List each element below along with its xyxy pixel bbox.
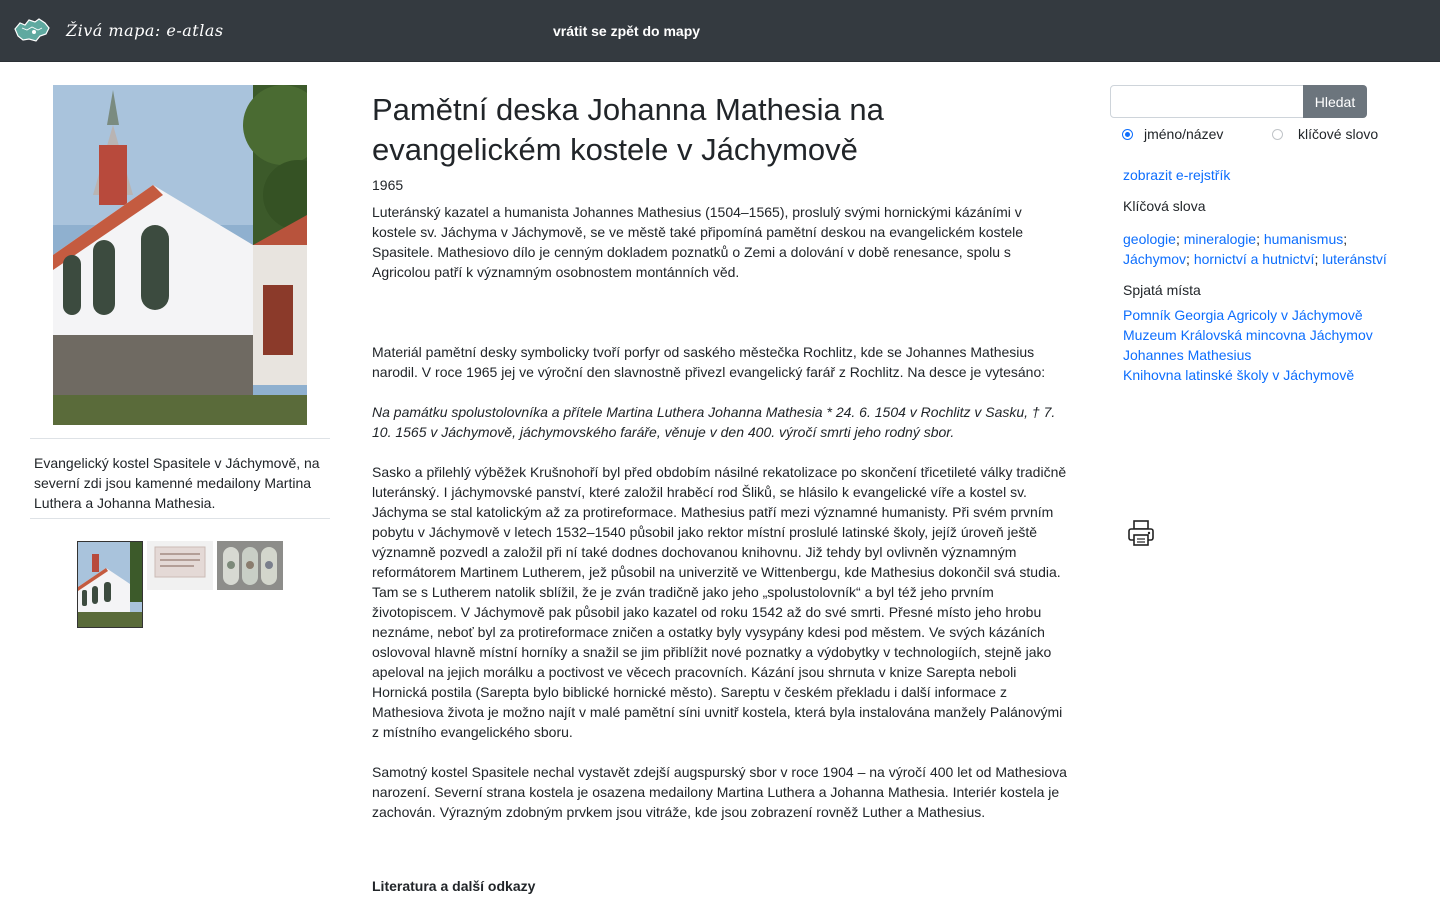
search-button[interactable]: Hledat [1303, 85, 1367, 118]
photo-caption: Evangelický kostel Spasitele v Jáchymově, na severní zdi jsou kamenné medailony Martina Luthera a Johanna Mathesia. [34, 455, 320, 511]
related-place-link[interactable]: Johannes Mathesius [1123, 347, 1252, 363]
radio-keyword-option[interactable] [1272, 126, 1378, 142]
keyword-link[interactable]: hornictví a hutnictví [1193, 251, 1315, 267]
article-body [372, 202, 1067, 842]
keywords-list: geologie; mineralogie; humanismus; Jáchymov; hornictví a hutnictví; luteránství [1123, 231, 1387, 267]
atlas-logo-icon [12, 15, 52, 45]
article-paragraph-church: Samotný kostel Spasitele nechal vystavět zdejší augspurský sbor v roce 1904 – na výročí 400 let od Mathesiova narození. Severní strana kostela je osazena medailony Martina Luthera a Johanna Mathesia. Interiér kostela je zachován. Výrazným zdobným prvkem jsou vitráže, kde jsou zobrazení rovněž Luther a Mathesius. [372, 764, 1067, 820]
keyword-link[interactable]: humanismus [1263, 231, 1344, 247]
article-paragraph-history: Sasko a přilehlý výběžek Krušnohoří byl před obdobím násilné rekatolizace po skončení třicetileté války tradičně luteránský. I jáchymovské panství, které založil hraběcí rod Šliků, se hlásilo k evangelické víře a kostel sv. Jáchyma se stal katolickým až za protireformace. Mathesius patří mezi významné humanisty. Při svém prvním pobytu v Jáchymově v letech 1532–1540 působil jako rektor místní proslulé latinské školy, jejíž úroveň ještě významně pozvedl a založil při ní také dodnes dochovanou knihovnu. Již tehdy byl ovlivněn významným reformátorem Martinem Lutherem, jež působil na univerzitě ve Wittenbergu, kde Mathesius dokončil svá studia. Tam se s Lutherem natolik sblížil, že je zván tradičně jako jeho „spolustolovník“ a byl též jeho prvním životopiscem. V Jáchymově pak působil jako kazatel od roku 1542 až do své smrti. Přesné místo jeho hrobu neznáme, neboť byl za protireformace zničen a ostatky byly vysypány kdesi pod městem. Ve svých kázáních oslovoval hlavně místní horníky a snažil se jim přiblížit nové poznatky a výdobytky v technologiích, stejně jako apeloval na jejich morálku a poctivost ve věcech pracovních. Kázání jsou shrnuta v knize Sarepta neboli Hornická postila (Sarepta bylo biblické hornické město). Sareptu v českém překladu i další informace z Mathesiova života je možno najít v malé pamětní síni uvnitř kostela, která byla instalována manžely Palánovými z místního evangelického sboru. [372, 464, 1067, 740]
article-paragraph-material: Materiál pamětní desky symbolicky tvoří porfyr od saského městečka Rochlitz, kde se Johannes Mathesius narodil. V roce 1965 jej ve výroční den slavnostně přivezl evangelický farář z Rochlitz. Na desce je vytesáno: [372, 344, 1046, 380]
radio-name-option[interactable] [1122, 126, 1223, 142]
radio-keyword-label: klíčové slovo [1298, 126, 1379, 142]
brand-link[interactable] [12, 10, 224, 50]
thumbnail-plaque[interactable] [147, 541, 213, 590]
radio-checked-icon[interactable] [1122, 129, 1133, 140]
thumbnail-stained-glass[interactable] [217, 541, 283, 590]
keyword-link[interactable]: mineralogie [1183, 231, 1257, 247]
related-place-link[interactable]: Pomník Georgia Agricoly v Jáchymově [1123, 307, 1363, 323]
literature-heading: Literatura a další odkazy [372, 878, 536, 894]
thumbnail-church[interactable] [77, 541, 143, 628]
keywords-heading: Klíčová slova [1123, 198, 1206, 214]
keyword-link[interactable]: luteránství [1322, 251, 1387, 267]
show-index-link[interactable]: zobrazit e-rejstřík [1123, 167, 1231, 183]
article-paragraph-intro: Luteránský kazatel a humanista Johannes Mathesius (1504–1565), proslulý svými hornickými kázáními v kostele sv. Jáchyma v Jáchymově, se ve městě také připomíná pamětní deskou na evangelickém kostele Spasitele. Mathesiovo dílo je cenným dokladem poznatků o Zemi a dolování v době renesance, spolu s Agricolou patří k významným osobnostem montánních věd. [372, 204, 1024, 280]
plaque-inscription: Na památku spolustolovníka a přítele Martina Luthera Johanna Mathesia * 24. 6. 1504 v Rochlitz v Sasku, † 7. 10. 1565 v Jáchymově, jáchymovského faráře, věnuje v den 400. výročí smrti jeho rodný sbor. [372, 404, 1056, 440]
caption-divider-top [30, 438, 330, 439]
brand-title: Živá mapa: e-atlas [66, 20, 224, 40]
related-places-heading: Spjatá místa [1123, 282, 1201, 298]
radio-name-label: jméno/název [1144, 126, 1224, 142]
year-label: 1965 [372, 177, 404, 193]
related-place-link[interactable]: Knihovna latinské školy v Jáchymově [1123, 367, 1355, 383]
search-input[interactable] [1110, 85, 1304, 118]
top-navbar [0, 0, 1440, 62]
related-places-list [1123, 305, 1373, 385]
radio-unchecked-icon[interactable] [1272, 129, 1283, 140]
keyword-link[interactable]: Jáchymov [1123, 251, 1187, 267]
related-place-link[interactable]: Muzeum Královská mincovna Jáchymov [1123, 327, 1373, 343]
caption-divider-bottom [30, 518, 330, 519]
page-title: Pamětní deska Johanna Mathesia na evangelickém kostele v Jáchymově [372, 92, 884, 167]
print-icon[interactable] [1126, 518, 1156, 548]
keyword-link[interactable]: geologie [1123, 231, 1176, 247]
back-to-map-link[interactable]: vrátit se zpět do mapy [553, 23, 701, 39]
main-photo-church[interactable] [53, 85, 307, 425]
